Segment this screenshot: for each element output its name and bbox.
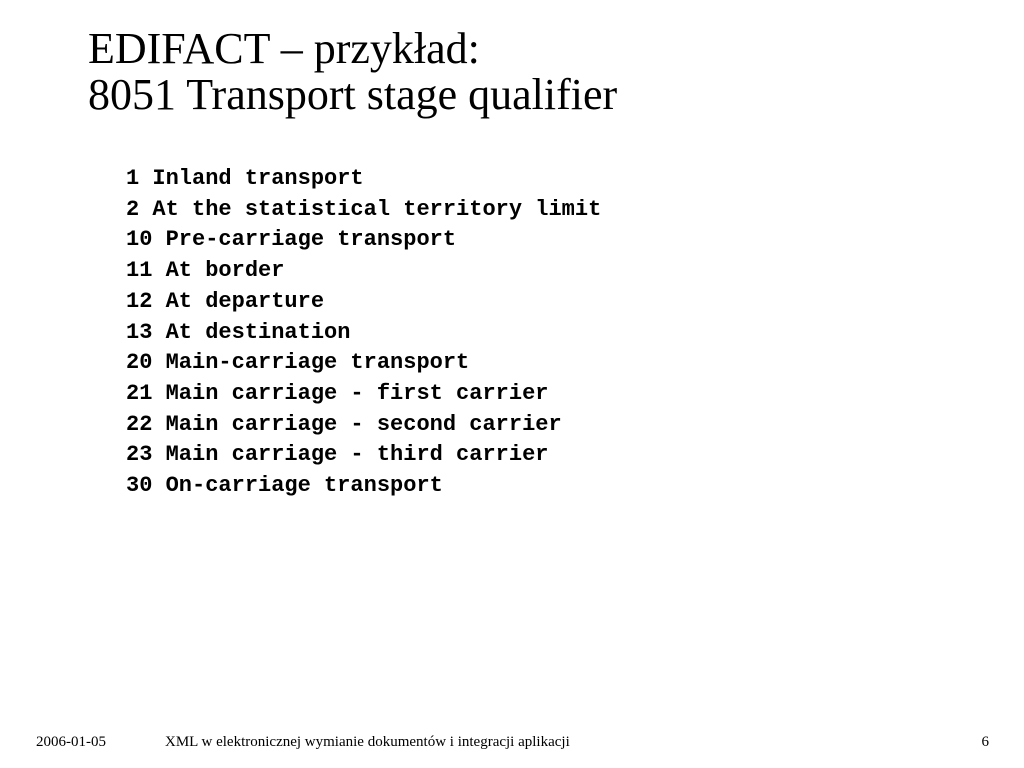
- list-item: 2 At the statistical territory limit: [126, 196, 602, 222]
- list-item: 1 Inland transport: [126, 166, 364, 191]
- qualifier-code-list: [126, 164, 601, 502]
- list-item: 30 On-carriage transport: [126, 473, 443, 499]
- slide-title-line-2: 8051 Transport stage qualifier: [88, 70, 618, 119]
- list-item: 21 Main carriage - first carrier: [126, 380, 549, 406]
- list-item: 23 Main carriage - third carrier: [126, 442, 549, 468]
- list-item: 20 Main-carriage transport: [126, 350, 470, 376]
- footer-presentation-title: XML w elektronicznej wymianie dokumentów i integracji aplikacji: [165, 734, 570, 750]
- slide-title-line-1: EDIFACT – przykład:: [88, 24, 480, 73]
- list-item: 13 At destination: [126, 319, 351, 345]
- list-item: 22 Main carriage - second carrier: [126, 411, 562, 437]
- slide-title: [88, 26, 617, 118]
- footer-date: 2006-01-05: [36, 734, 106, 750]
- footer-page-number: 6: [981, 734, 989, 750]
- list-item: 11 At border: [126, 258, 285, 284]
- list-item: 10 Pre-carriage transport: [126, 227, 457, 253]
- list-item: 12 At departure: [126, 288, 325, 314]
